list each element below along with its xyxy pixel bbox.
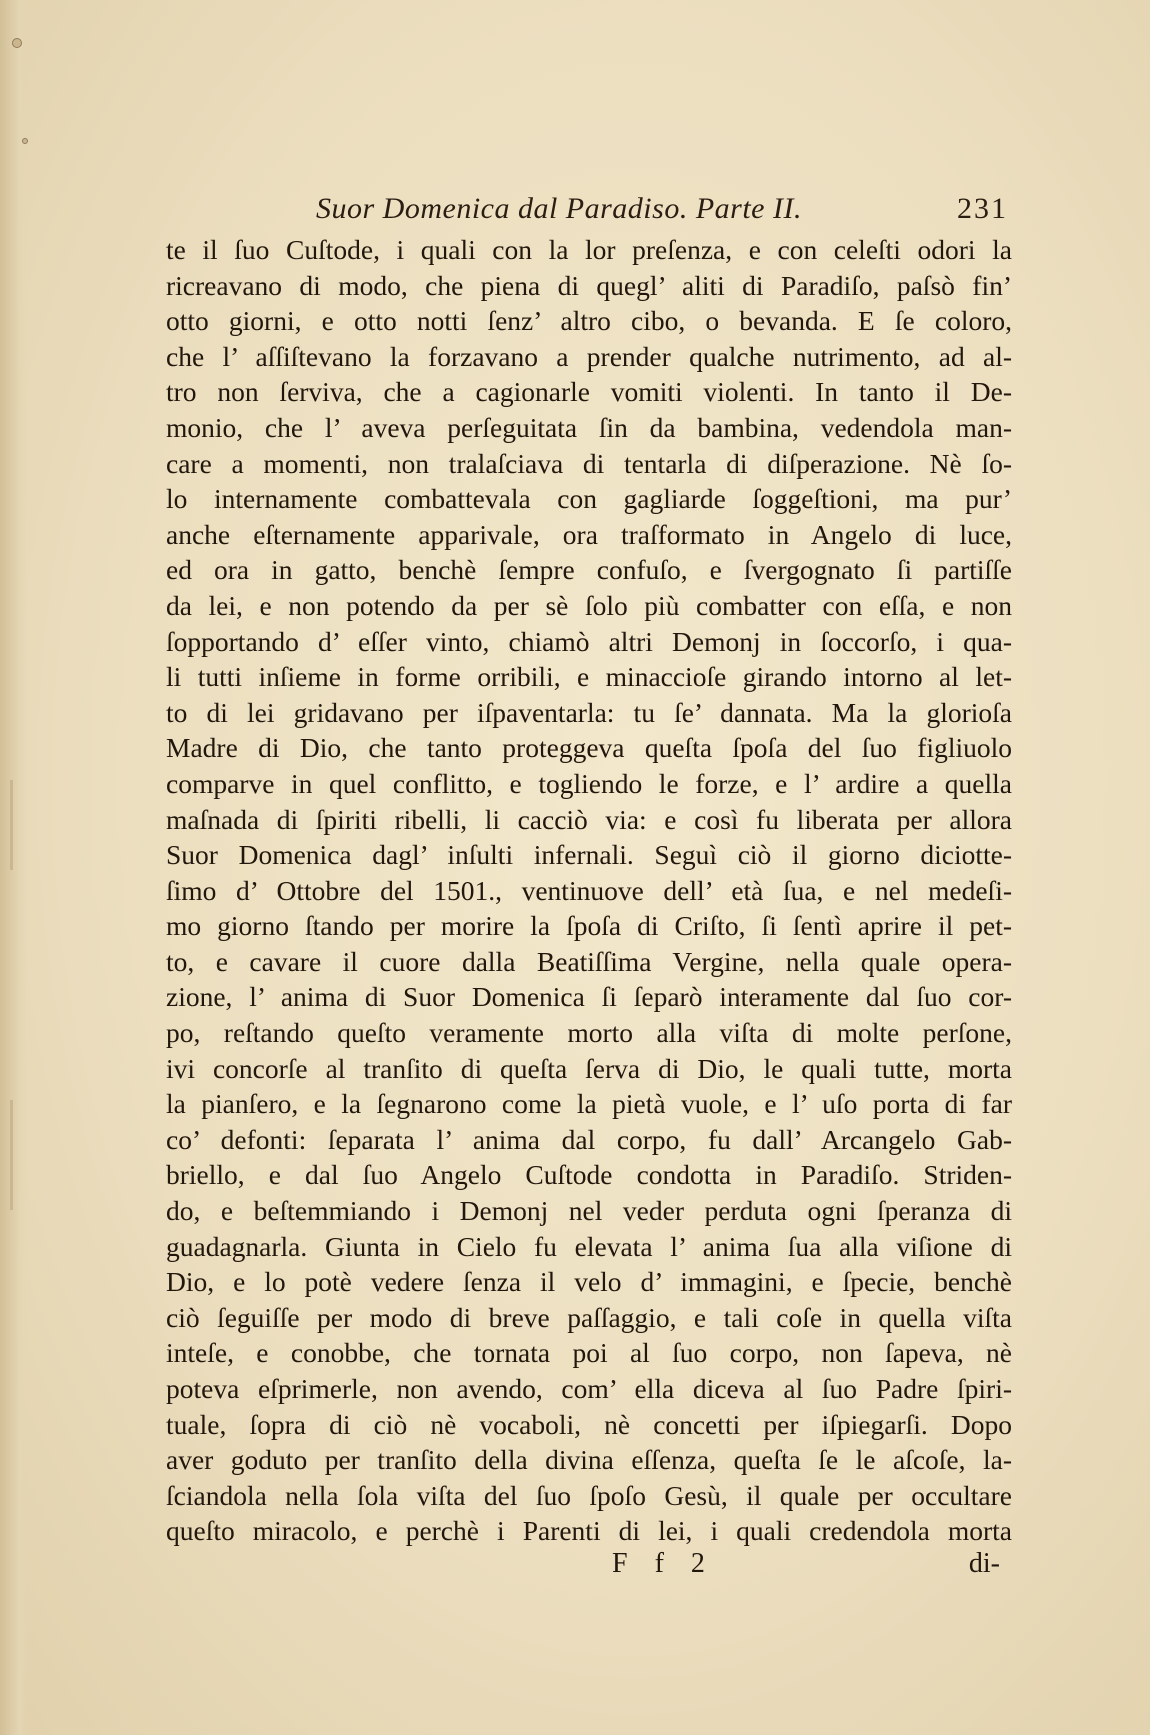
binding-mark (10, 1100, 13, 1210)
binding-mark (10, 780, 13, 870)
text-line: otto giorni, e otto notti ſenz’ altro cibo, o bevanda. E ſe coloro, (166, 305, 1012, 337)
catchword: di- (968, 1548, 1000, 1579)
text-line: poteva eſprimerle, non avendo, com’ ella diceva al ſuo Padre ſpiri- (166, 1373, 1012, 1404)
text-line: ſopportando d’ eſſer vinto, chiamò altri Demonj in ſoccorſo, i qua- (166, 625, 1012, 657)
page-left-edge (0, 0, 28, 1735)
text-line: Dio, e lo potè vedere ſenza il velo d’ immagini, e ſpecie, benchè (166, 1266, 1012, 1298)
text-line: tro non ſerviva, che a cagionarle vomiti violenti. In tanto il De- (166, 376, 1012, 408)
text-line: Suor Domenica dagl’ inſulti infernali. Seguì ciò il giorno diciotte- (166, 839, 1012, 871)
text-line: lo internamente combattevala con gagliarde ſoggeſtioni, ma pur’ (166, 483, 1012, 515)
text-line: inteſe, e conobbe, che tornata poi al ſuo corpo, non ſapeva, nè (166, 1337, 1012, 1369)
text-line: tuale, ſopra di ciò nè vocaboli, nè concetti per iſpiegarſi. Dopo (166, 1408, 1012, 1440)
page-number: 231 (957, 192, 1008, 225)
text-line: queſto miracolo, e perchè i Parenti di lei, i quali credendola morta (166, 1515, 1012, 1547)
text-line: comparve in quel conflitto, e togliendo le forze, e l’ ardire a quella (166, 767, 1012, 799)
signature-mark: F f 2 (612, 1548, 715, 1579)
page-header (168, 192, 1008, 232)
text-line: mo giorno ſtando per morire la ſpoſa di Criſto, ſi ſentì aprire il pet- (166, 910, 1012, 942)
text-line: aver goduto per tranſito della divina eſſenza, queſta ſe le aſcoſe, la- (166, 1444, 1012, 1476)
text-line: da lei, e non potendo da per sè ſolo più combatter con eſſa, e non (166, 589, 1012, 621)
binding-hole (22, 138, 28, 144)
text-line: monio, che l’ aveva perſeguitata ſin da bambina, vedendola man- (166, 411, 1012, 443)
text-line: ſimo d’ Ottobre del 1501., ventinuove dell’ età ſua, e nel medeſi- (166, 874, 1012, 906)
text-line: care a momenti, non tralaſciava di tentarla di diſperazione. Nè ſo- (166, 447, 1012, 479)
text-line: te il ſuo Cuſtode, i quali con la lor preſenza, e con celeſti odori la (166, 234, 1012, 265)
text-line: ivi concorſe al tranſito di queſta ſerva di Dio, le quali tutte, morta (166, 1052, 1012, 1084)
text-line: guadagnarla. Giunta in Cielo fu elevata l’ anima ſua alla viſione di (166, 1230, 1012, 1262)
text-line: do, e beſtemmiando i Demonj nel veder perduta ogni ſperanza di (166, 1195, 1012, 1227)
binding-hole (12, 38, 22, 48)
page-footer (166, 1548, 1012, 1588)
text-line: li tutti inſieme in forme orribili, e minaccioſe girando intorno al let- (166, 661, 1012, 693)
text-line: ed ora in gatto, benchè ſempre confuſo, e ſvergognato ſi partiſſe (166, 554, 1012, 586)
text-line: la pianſero, e la ſegnarono come la pietà vuole, e l’ uſo porta di far (166, 1088, 1012, 1120)
running-head: Suor Domenica dal Paradiso. Parte II. (316, 192, 802, 225)
body-text (166, 232, 1012, 1549)
text-line: po, reſtando queſto veramente morto alla viſta di molte perſone, (166, 1017, 1012, 1049)
text-line: to di lei gridavano per iſpaventarla: tu ſe’ dannata. Ma la glorioſa (166, 696, 1012, 728)
text-line: zione, l’ anima di Suor Domenica ſi ſeparò interamente dal ſuo cor- (166, 981, 1012, 1013)
text-line: ſciandola nella ſola viſta del ſuo ſpoſo Gesù, il quale per occultare (166, 1479, 1012, 1511)
text-line: Madre di Dio, che tanto proteggeva queſta ſpoſa del ſuo figliuolo (166, 732, 1012, 764)
text-line: ricreavano di modo, che piena di quegl’ aliti di Paradiſo, paſsò fin’ (166, 269, 1012, 301)
text-line: ciò ſeguiſſe per modo di breve paſſaggio, e tali coſe in quella viſta (166, 1301, 1012, 1333)
text-line: co’ defonti: ſeparata l’ anima dal corpo, fu dall’ Arcangelo Gab- (166, 1123, 1012, 1155)
text-line: anche eſternamente apparivale, ora traſformato in Angelo di luce, (166, 518, 1012, 550)
text-line: maſnada di ſpiriti ribelli, li cacciò via: e così fu liberata per allora (166, 803, 1012, 835)
text-line: to, e cavare il cuore dalla Beatiſſima Vergine, nella quale opera- (166, 945, 1012, 977)
text-line: che l’ aſſiſtevano la forzavano a prender qualche nutrimento, ad al- (166, 340, 1012, 372)
text-line: briello, e dal ſuo Angelo Cuſtode condotta in Paradiſo. Striden- (166, 1159, 1012, 1191)
